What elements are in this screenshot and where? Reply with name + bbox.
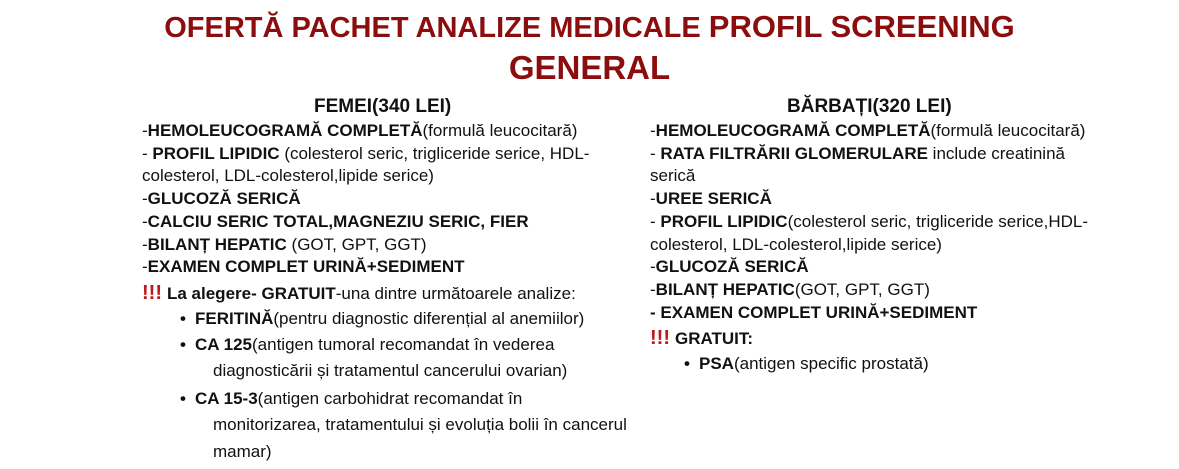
item-name: GLUCOZĂ SERICĂ bbox=[147, 189, 301, 209]
men-free-options-list bbox=[650, 353, 1090, 376]
option-name: FERITINĂ bbox=[195, 308, 274, 328]
bullet-icon: • bbox=[180, 389, 186, 409]
bullet-icon: • bbox=[180, 335, 186, 355]
option-detail-continued: monitorizarea, tratamentului și evoluția bolii în cancerul mamar) bbox=[213, 414, 627, 461]
women-free-choice-note bbox=[142, 282, 642, 306]
item-name: HEMOLEUCOGRAMĂ COMPLETĂ bbox=[147, 121, 423, 140]
title-part-1: OFERTĂ PACHET ANALIZE MEDICALE bbox=[164, 12, 701, 44]
option-detail: (antigen tumoral recomandat în vederea bbox=[252, 335, 555, 355]
women-option-feritina bbox=[180, 308, 642, 331]
option-detail: (pentru diagnostic diferențial al anemiilor) bbox=[273, 308, 585, 328]
item-detail: (formulă leucocitară) bbox=[930, 121, 1086, 140]
note-detail: -una dintre următoarele analize: bbox=[335, 283, 576, 303]
option-name: CA 15-3 bbox=[195, 389, 258, 409]
item-name: RATA FILTRĂRII GLOMERULARE bbox=[660, 143, 928, 163]
exclamation-marks: !!! bbox=[650, 327, 670, 350]
item-name: BILANȚ HEPATIC bbox=[655, 279, 795, 299]
men-package-heading: BĂRBAȚI(320 LEI) bbox=[787, 96, 952, 117]
item-name: PROFIL LIPIDIC bbox=[152, 143, 280, 163]
women-free-options-list bbox=[142, 308, 642, 465]
women-item-glucoza: -GLUCOZĂ SERICĂ bbox=[142, 189, 301, 209]
men-item-hemoleucograma: -HEMOLEUCOGRAMĂ COMPLETĂ(formulă leucocitară) bbox=[650, 121, 1086, 140]
item-detail: (formulă leucocitară) bbox=[422, 121, 578, 140]
women-item-hemoleucograma: -HEMOLEUCOGRAMĂ COMPLETĂ(formulă leucocitară) bbox=[142, 121, 578, 140]
men-item-glucoza: -GLUCOZĂ SERICĂ bbox=[650, 257, 809, 277]
item-name: HEMOLEUCOGRAMĂ COMPLETĂ bbox=[655, 121, 931, 140]
item-name: PROFIL LIPIDIC bbox=[660, 211, 788, 231]
exclamation-marks: !!! bbox=[142, 281, 162, 304]
option-name: PSA bbox=[699, 354, 734, 374]
men-item-bilant-hepatic: -BILANȚ HEPATIC(GOT, GPT, GGT) bbox=[650, 279, 930, 299]
note-label: La alegere- GRATUIT bbox=[166, 283, 336, 303]
item-detail: include creatinină serică bbox=[650, 143, 1065, 186]
women-item-calciu-magneziu-fier: -CALCIU SERIC TOTAL,MAGNEZIU SERIC, FIER bbox=[142, 211, 529, 231]
men-option-psa bbox=[684, 353, 1090, 376]
bullet-icon: • bbox=[180, 308, 186, 328]
women-package-column bbox=[142, 94, 642, 469]
men-item-rata-filtrarii: - RATA FILTRĂRII GLOMERULARE include creatinină serică bbox=[650, 143, 1065, 186]
option-detail: (antigen carbohidrat recomandat în bbox=[257, 389, 523, 409]
women-package-heading: FEMEI(340 LEI) bbox=[314, 96, 452, 117]
men-package-column bbox=[650, 94, 1090, 380]
item-detail: (GOT, GPT, GGT) bbox=[794, 279, 930, 299]
men-free-note bbox=[650, 327, 1090, 351]
title-part-2: PROFIL SCREENING bbox=[708, 9, 1015, 44]
women-option-ca153 bbox=[180, 388, 642, 465]
page-title-line-1 bbox=[0, 8, 1179, 47]
women-item-examen-urina: -EXAMEN COMPLET URINĂ+SEDIMENT bbox=[142, 257, 465, 277]
option-detail-continued: diagnosticării și tratamentul cancerului ovarian) bbox=[213, 361, 568, 381]
item-name: BILANȚ HEPATIC bbox=[147, 234, 287, 254]
item-detail: (GOT, GPT, GGT) bbox=[286, 234, 427, 254]
item-name: EXAMEN COMPLET URINĂ+SEDIMENT bbox=[147, 257, 465, 277]
page-title-line-2: GENERAL bbox=[508, 49, 671, 86]
option-name: CA 125 bbox=[195, 335, 253, 355]
item-name: GLUCOZĂ SERICĂ bbox=[655, 257, 809, 277]
men-item-examen-urina: - EXAMEN COMPLET URINĂ+SEDIMENT bbox=[650, 302, 978, 322]
men-item-uree: -UREE SERICĂ bbox=[650, 189, 772, 209]
women-option-ca125 bbox=[180, 334, 642, 384]
bullet-icon: • bbox=[684, 354, 690, 374]
men-item-profil-lipidic: - PROFIL LIPIDIC(colesterol seric, trigliceride serice,HDL-colesterol, LDL-colesterol,lipide serice) bbox=[650, 211, 1089, 254]
item-name: CALCIU SERIC TOTAL,MAGNEZIU SERIC, FIER bbox=[147, 211, 529, 231]
note-label: GRATUIT: bbox=[674, 329, 754, 349]
item-name: EXAMEN COMPLET URINĂ+SEDIMENT bbox=[660, 302, 978, 322]
option-detail: (antigen specific prostată) bbox=[733, 354, 929, 374]
women-item-profil-lipidic: - PROFIL LIPIDIC (colesterol seric, trigliceride serice, HDL-colesterol, LDL-colesterol,lipide serice) bbox=[142, 143, 590, 186]
item-detail: (colesterol seric, trigliceride serice, HDL-colesterol, LDL-colesterol,lipide serice) bbox=[142, 143, 590, 186]
women-item-bilant-hepatic: -BILANȚ HEPATIC (GOT, GPT, GGT) bbox=[142, 234, 427, 254]
item-detail: (colesterol seric, trigliceride serice,HDL-colesterol, LDL-colesterol,lipide serice) bbox=[650, 211, 1089, 254]
item-name: UREE SERICĂ bbox=[655, 189, 772, 209]
